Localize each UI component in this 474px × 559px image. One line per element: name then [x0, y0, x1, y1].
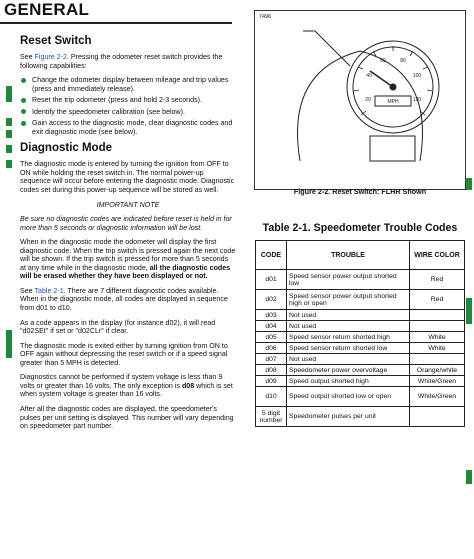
diagnostic-paragraph-1: The diagnostic mode is entered by turning the ignition from OFF to ON while holding the reset switch in. The normal power-up sequence will occur before entering the diagnostic mode. Diagnostic codes set during this power-up sequence will be stored as well. — [20, 160, 235, 195]
p2-text: When in the diagnostic mode the odometer will display the first diagnostic code. When the trip switch is pressed again the next code will be shown. If the trip switch is pressed for more than 5 seconds at any time while in the diagnostic mode, — [20, 238, 236, 272]
table-row — [256, 332, 465, 343]
table-cell-trouble: Speed sensor power output shorted high or open — [287, 290, 410, 310]
table-cell-wire-color — [410, 354, 465, 365]
speedometer-figure — [254, 10, 466, 190]
table-cell-trouble: Speed sensor return shorted high — [287, 332, 410, 343]
table-cell-code: d10 — [256, 387, 287, 407]
table-cell-trouble: Speedometer power overvoltage — [287, 365, 410, 376]
table-cell-code: d05 — [256, 332, 287, 343]
left-margin-marker — [6, 130, 12, 138]
gauge-tick-label: 40 — [366, 73, 372, 79]
table-cell-wire-color: Red — [410, 270, 465, 290]
table-link[interactable]: Table 2-1 — [34, 286, 64, 295]
list-item — [20, 119, 236, 136]
list-item — [20, 76, 236, 93]
figure-link[interactable]: Figure 2-2 — [34, 53, 67, 61]
page-title: GENERAL — [4, 0, 90, 19]
figure-id: 7496 — [259, 14, 272, 20]
table-row — [256, 387, 465, 407]
table-cell-code: d01 — [256, 270, 287, 290]
left-column — [20, 30, 236, 437]
table-cell-wire-color: Orange/white — [410, 365, 465, 376]
table-cell-code: d06 — [256, 343, 287, 354]
table-cell-trouble: Speed sensor power output shorted low — [287, 270, 410, 290]
table-cell-wire-color: Red — [410, 290, 465, 310]
list-item-text: Identify the speedometer calibration (see below). — [32, 107, 185, 116]
intro-text-end: . Pressing the odometer reset switch provides the following capabilities: — [20, 53, 223, 70]
p3-text-end: . There are 7 different diagnostic codes available. When in the diagnostic mode, all codes are displayed in sequence from d01 to d10. — [20, 286, 228, 313]
table-body — [256, 270, 465, 427]
diagnostic-mode-heading: Diagnostic Mode — [20, 142, 113, 155]
gauge-tick-label: 120 — [412, 97, 422, 103]
table-cell-trouble: Speed output shorted low or open — [287, 387, 410, 407]
table-row — [256, 376, 465, 387]
table-cell-code: d02 — [256, 290, 287, 310]
list-item-text: Gain access to the diagnostic mode, clear diagnostic codes and exit diagnostic mode (see below). — [32, 119, 233, 136]
callout-line — [315, 31, 350, 66]
table-cell-trouble: Speedometer pulses per unit — [287, 407, 410, 427]
p6-text-end: which is set when system voltage is greater than 16 volts. — [20, 381, 233, 399]
trouble-codes-table — [255, 240, 465, 427]
table-cell-code: d03 — [256, 310, 287, 321]
left-margin-marker — [6, 118, 12, 126]
table-row — [256, 290, 465, 310]
right-margin-marker — [466, 470, 472, 484]
diagnostic-paragraph-2 — [20, 238, 236, 281]
table-cell-wire-color — [410, 321, 465, 332]
table-row — [256, 354, 465, 365]
p6-bold-text: d08 — [181, 381, 195, 390]
list-item — [20, 96, 236, 105]
gauge-tick-label: 60 — [380, 58, 386, 64]
table-cell-trouble: Speed output shorted high — [287, 376, 410, 387]
table-cell-trouble: Not used — [287, 310, 410, 321]
intro-text: See — [20, 53, 35, 61]
left-margin-marker — [6, 86, 12, 102]
table-row — [256, 270, 465, 290]
p2-bold-text: all the diagnostic codes will be erased whether they have been displayed or not. — [20, 263, 231, 281]
left-margin-marker — [6, 160, 12, 168]
table-row — [256, 321, 465, 332]
capability-list — [20, 76, 236, 136]
gauge-tick-label: 100 — [412, 73, 422, 79]
bullet-icon — [21, 121, 26, 126]
table-cell-wire-color — [410, 310, 465, 321]
table-cell-code: d07 — [256, 354, 287, 365]
reset-switch-intro — [20, 53, 236, 70]
important-note-title: IMPORTANT NOTE — [96, 200, 160, 209]
p6-text: Diagnostics cannot be performed if system voltage is less than 9 volts or greater than 16 volts. The only exception is — [20, 373, 223, 390]
table-row — [256, 365, 465, 376]
gauge-tick-label: 20 — [365, 97, 371, 103]
reset-switch-heading: Reset Switch — [20, 35, 92, 47]
table-row — [256, 310, 465, 321]
p3-text: See — [20, 286, 35, 295]
list-item — [20, 108, 236, 117]
list-item-text: Reset the trip odometer (press and hold 2-3 seconds). — [32, 96, 202, 105]
table-cell-wire-color — [410, 407, 465, 427]
table-cell-trouble: Not used — [287, 321, 410, 332]
column-header: WIRE COLOR — [410, 241, 465, 270]
gauge-tick-label: 80 — [400, 58, 406, 64]
table-cell-wire-color: White — [410, 332, 465, 343]
diagnostic-paragraph-5: The diagnostic mode is exited either by turning ignition from ON to OFF again without depressing the reset switch or if a speed signal greater than 5 MPH is detected. — [20, 341, 228, 367]
table-cell-code: d04 — [256, 321, 287, 332]
table-cell-code: 5 digit number — [256, 407, 287, 427]
speedometer-illustration — [255, 11, 465, 189]
table-cell-wire-color: White — [410, 343, 465, 354]
bullet-icon — [21, 109, 26, 114]
left-margin-marker — [6, 145, 12, 153]
table-cell-trouble: Not used — [287, 354, 410, 365]
column-header: CODE — [256, 241, 287, 270]
table-caption: Table 2-1. Speedometer Trouble Codes — [262, 222, 458, 234]
table-cell-code: d08 — [256, 365, 287, 376]
diagnostic-paragraph-7: After all the diagnostic codes are displayed, the speedometer's pulses per unit setting is displayed. This number will vary depending on speedometer part number. — [20, 404, 234, 431]
diagnostic-paragraph-6 — [20, 373, 236, 399]
table-cell-trouble: Speed sensor return shorted low — [287, 343, 410, 354]
column-header: TROUBLE — [287, 241, 410, 270]
table-row — [256, 343, 465, 354]
section-header — [0, 0, 232, 24]
figure-caption: Figure 2-2. Reset Switch: FLHR Shown — [293, 187, 427, 196]
table-header-row — [256, 241, 465, 270]
important-note-text: Be sure no diagnostic codes are indicated before reset is held in for more than 5 seconds or diagnostic information will be lost. — [20, 215, 232, 232]
list-item-text: Change the odometer display between mileage and trip values (press and immediately release). — [32, 76, 229, 93]
table-cell-wire-color: White/Green — [410, 387, 465, 407]
bullet-icon — [21, 98, 26, 103]
table-row — [256, 407, 465, 427]
gauge-unit-label: MPH — [387, 99, 399, 105]
table-cell-wire-color: White/Green — [410, 376, 465, 387]
right-margin-marker — [466, 298, 472, 324]
left-margin-marker — [6, 330, 12, 358]
table-cell-code: d09 — [256, 376, 287, 387]
diagnostic-paragraph-4: As a code appears in the display (for instance d02), it will read "d02SEt" if set or "d02CLr" if clear. — [20, 318, 216, 336]
bullet-icon — [21, 78, 26, 83]
diagnostic-paragraph-3 — [20, 287, 236, 313]
